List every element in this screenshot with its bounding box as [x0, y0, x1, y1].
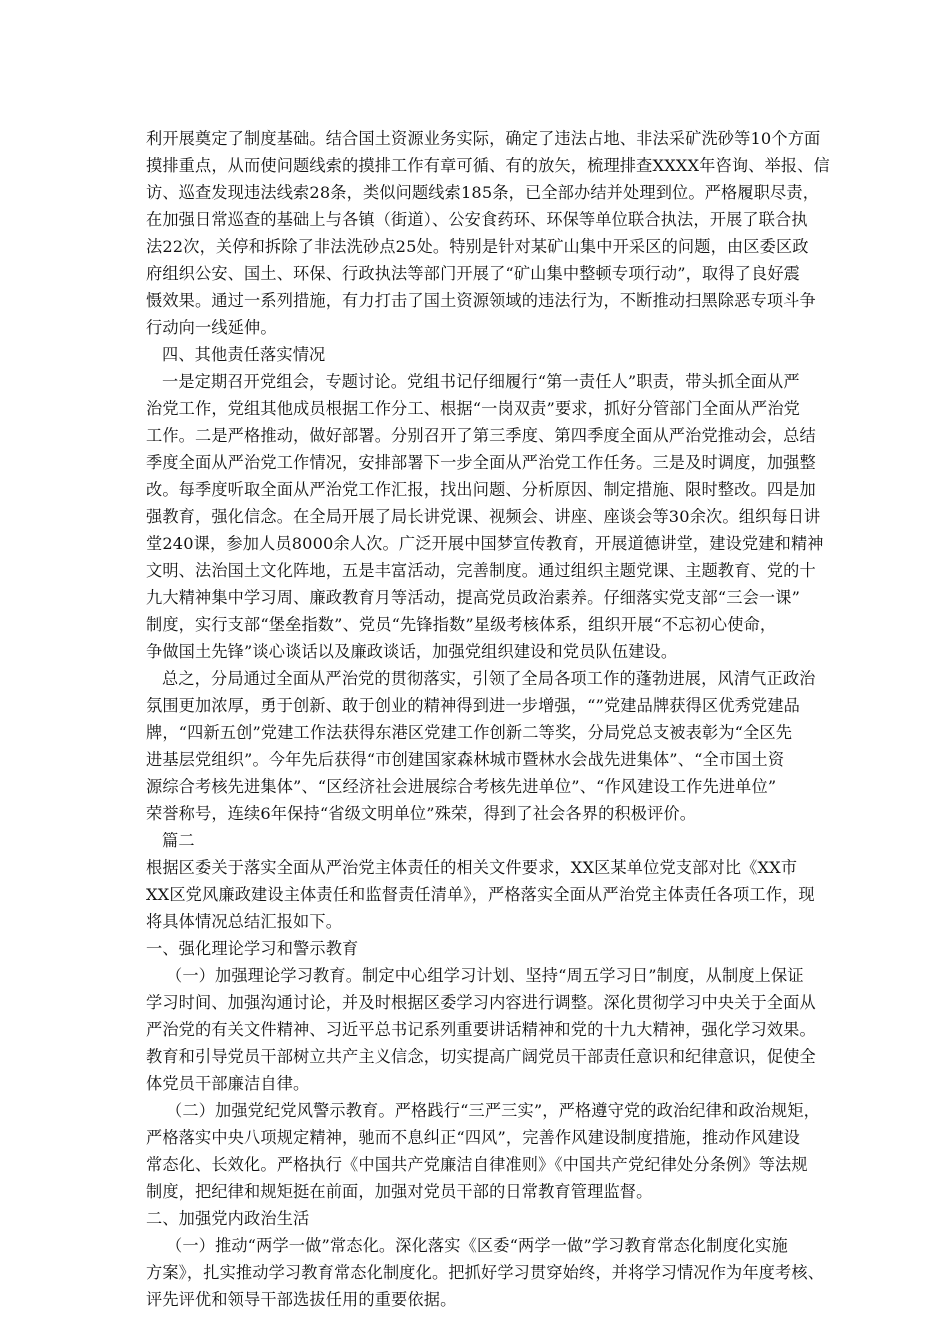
- document-page: [146, 125, 830, 1313]
- text-line: 常态化、长效化。严格执行《中国共产党廉洁自律准则》《中国共产党纪律处分条例》等法规: [146, 1155, 808, 1174]
- text-line: 总之，分局通过全面从严治党的贯彻落实，引领了全局各项工作的蓬勃进展，风清气正政治: [162, 669, 816, 688]
- text-line: 篇二: [162, 831, 195, 850]
- text-line: 评先评优和领导干部选拔任用的重要依据。: [146, 1290, 457, 1309]
- text-line: 将具体情况总结汇报如下。: [146, 912, 343, 931]
- text-line: 治党工作，党组其他成员根据工作分工、根据“一岗双责”要求，抓好分管部门全面从严治党: [146, 399, 801, 418]
- text-line: 九大精神集中学习周、廉政教育月等活动，提高党员政治素养。仔细落实党支部“三会一课”: [146, 588, 801, 607]
- text-line: 荣誉称号，连续6年保持“省级文明单位”殊荣，得到了社会各界的积极评价。: [146, 804, 697, 823]
- text-line: 根据区委关于落实全面从严治党主体责任的相关文件要求，XX区某单位党支部对比《XX市: [146, 858, 798, 877]
- text-line: 利开展奠定了制度基础。结合国土资源业务实际，确定了违法占地、非法采矿洗砂等10个方面: [146, 129, 821, 148]
- text-line: 体党员干部廉洁自律。: [146, 1074, 310, 1093]
- text-line: 访、巡查发现违法线索28条，类似问题线索185条，已全部办结并处理到位。严格履职尽责，: [146, 183, 820, 202]
- text-line: 源综合考核先进集体”、“区经济社会进展综合考核先进单位”、“作风建设工作先进单位”: [146, 777, 777, 796]
- text-line: 强教育，强化信念。在全局开展了局长讲党课、视频会、讲座、座谈会等30余次。组织每日讲: [146, 507, 821, 526]
- text-line: 季度全面从严治党工作情况，安排部署下一步全面从严治党工作任务。三是及时调度，加强整: [146, 453, 816, 472]
- text-line: 方案》，扎实推动学习教育常态化制度化。把抓好学习贯穿始终，并将学习情况作为年度考核、: [146, 1263, 825, 1282]
- text-line: 氛围更加浓厚，勇于创新、敢于创业的精神得到进一步增强，“”党建品牌获得区优秀党建品: [146, 696, 801, 715]
- text-line: 一、强化理论学习和警示教育: [146, 939, 359, 958]
- text-line: （一）推动“两学一做”常态化。深化落实《区委“两学一做”学习教育常态化制度化实施: [166, 1236, 788, 1255]
- text-line: 严格落实中央八项规定精神，驰而不息纠正“四风”，完善作风建设制度措施，推动作风建设: [146, 1128, 801, 1147]
- text-line: 进基层党组织”。今年先后获得“市创建国家森林城市暨林水会战先进集体”、“全市国土资: [146, 750, 785, 769]
- text-line: 摸排重点，从而使问题线索的摸排工作有章可循、有的放矢，梳理排查XXXX年咨询、举报、信: [146, 156, 830, 175]
- text-line: 文明、法治国土文化阵地，五是丰富活动，完善制度。通过组织主题党课、主题教育、党的十: [146, 561, 816, 580]
- text-line: XX区党风廉政建设主体责任和监督责任清单》，严格落实全面从严治党主体责任各项工作，现: [146, 885, 815, 904]
- text-line: 慑效果。通过一系列措施，有力打击了国土资源领域的违法行为，不断推动扫黑除恶专项斗争: [146, 291, 816, 310]
- text-line: 二、加强党内政治生活: [146, 1209, 310, 1228]
- text-line: 制度，把纪律和规矩挺在前面，加强对党员干部的日常教育管理监督。: [146, 1182, 653, 1201]
- text-line: 教育和引导党员干部树立共产主义信念，切实提高广阔党员干部责任意识和纪律意识，促使全: [146, 1047, 816, 1066]
- text-line: 一是定期召开党组会，专题讨论。党组书记仔细履行“第一责任人”职责，带头抓全面从严: [162, 372, 800, 391]
- text-line: 严治党的有关文件精神、习近平总书记系列重要讲话精神和党的十九大精神，强化学习效果。: [146, 1020, 816, 1039]
- text-line: （一）加强理论学习教育。制定中心组学习计划、坚持“周五学习日”制度，从制度上保证: [166, 966, 804, 985]
- text-line: （二）加强党纪党风警示教育。严格践行“三严三实”，严格遵守党的政治纪律和政治规矩，: [166, 1101, 821, 1120]
- text-line: 争做国土先锋”谈心谈话以及廉政谈话，加强党组织建设和党员队伍建设。: [146, 642, 678, 661]
- text-line: 工作。二是严格推动，做好部署。分别召开了第三季度、第四季度全面从严治党推动会，总结: [146, 426, 816, 445]
- text-line: 堂240课，参加人员8000余人次。广泛开展中国梦宣传教育，开展道德讲堂，建设党建和精神: [146, 534, 824, 553]
- text-line: 法22次，关停和拆除了非法洗砂点25处。特别是针对某矿山集中开采区的问题，由区委区政: [146, 237, 809, 256]
- text-line: 行动向一线延伸。: [146, 318, 277, 337]
- text-line: 四、其他责任落实情况: [162, 345, 326, 364]
- text-line: 改。每季度听取全面从严治党工作汇报，找出问题、分析原因、制定措施、限时整改。四是加: [146, 480, 816, 499]
- text-line: 在加强日常巡查的基础上与各镇（街道）、公安食药环、环保等单位联合执法，开展了联合执: [146, 210, 808, 229]
- text-line: 府组织公安、国土、环保、行政执法等部门开展了“矿山集中整顿专项行动”，取得了良好震: [146, 264, 801, 283]
- text-line: 学习时间、加强沟通讨论，并及时根据区委学习内容进行调整。深化贯彻学习中央关于全面从: [146, 993, 816, 1012]
- text-line: 牌，“四新五创”党建工作法获得东港区党建工作创新二等奖，分局党总支被表彰为“全区先: [146, 723, 793, 742]
- text-line: 制度，实行支部“堡垒指数”、党员“先锋指数”星级考核体系，组织开展“不忘初心使命，: [146, 615, 777, 634]
